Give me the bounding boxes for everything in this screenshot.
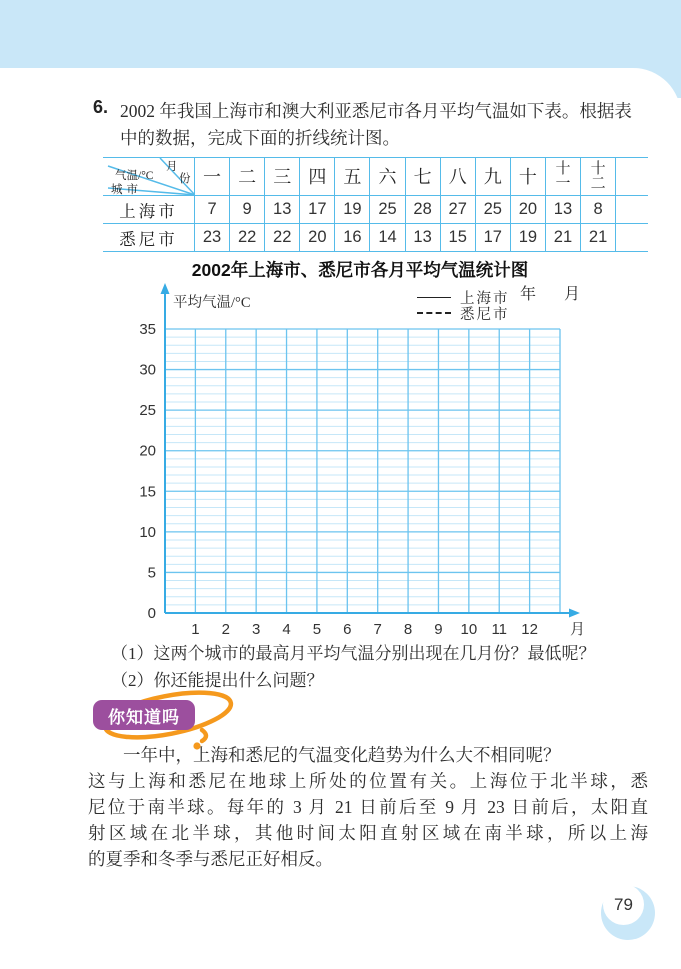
paragraph-line: 的夏季和冬季与悉尼正好相反。 (88, 849, 333, 869)
x-tick-label: 5 (312, 621, 322, 638)
y-tick-label: 0 (147, 605, 156, 622)
month-header-cell: 二 (230, 158, 265, 195)
chart-title: 2002年上海市、悉尼市各月平均气温统计图 (191, 260, 529, 280)
question-2: （2）你还能提出什么问题？ (111, 671, 324, 690)
x-tick-label: 1 (191, 621, 200, 638)
x-tick-label: 9 (434, 621, 443, 638)
corner-city-label: 城市 (111, 184, 142, 195)
temperature-cell: 14 (370, 224, 405, 251)
temperature-cell: 20 (300, 224, 335, 251)
know-paragraph (88, 742, 648, 872)
month-header-cell: 七 (406, 158, 441, 195)
temperature-cell: 9 (230, 196, 265, 223)
temperature-cell: 15 (441, 224, 476, 251)
temperature-cell: 13 (406, 224, 441, 251)
temperature-cell: 19 (511, 224, 546, 251)
table-row (103, 196, 648, 224)
y-tick-label: 10 (139, 523, 156, 541)
temperature-cell: 20 (511, 196, 546, 223)
x-tick-label: 10 (460, 621, 478, 638)
table-row (103, 224, 648, 252)
problem-number: 6. (93, 97, 109, 117)
month-char: 十 (555, 161, 571, 178)
month-header-cell: 九 (476, 158, 511, 195)
y-tick-label: 35 (139, 321, 156, 338)
page-number: 79 (603, 884, 644, 925)
y-tick-label: 25 (139, 402, 156, 420)
month-char: 二 (590, 175, 606, 192)
x-tick-label: 6 (343, 621, 352, 638)
x-tick-label: 4 (282, 621, 291, 638)
table-bleed-cell (616, 158, 648, 195)
city-label-cell: 悉尼市 (103, 224, 195, 251)
month-header-cell: 三 (265, 158, 300, 195)
year-label: 年 (520, 286, 537, 303)
corner-diagonal-lines (103, 158, 194, 195)
line-chart-grid (125, 280, 595, 642)
corner-axis-label: 气温/°C (115, 170, 154, 182)
corner-month-label: 月 (166, 161, 178, 173)
temperature-cell: 16 (335, 224, 370, 251)
page-content (0, 68, 681, 969)
city-label-cell: 上海市 (103, 196, 195, 223)
legend-label: 悉尼市 (460, 306, 510, 323)
x-tick-label: 12 (521, 621, 538, 638)
month-header-cell: 四 (300, 158, 335, 195)
month-header-cell: 五 (335, 158, 370, 195)
legend-label: 上海市 (460, 290, 510, 307)
x-axis-arrow-icon (569, 609, 580, 618)
temperature-cell: 25 (476, 196, 511, 223)
table-corner-cell (103, 158, 195, 195)
x-tick-label: 2 (221, 621, 230, 638)
temperature-cell: 21 (581, 224, 616, 251)
temperature-cell: 22 (265, 224, 300, 251)
temperature-cell: 22 (230, 224, 265, 251)
paragraph-line: 一年中，上海和悉尼的气温变化趋势为什么大不相同呢？ (123, 745, 561, 765)
temperature-cell: 7 (195, 196, 230, 223)
temperature-table (103, 157, 648, 252)
month-char: 一 (555, 175, 571, 192)
paragraph-line: 这与上海和悉尼在地球上所处的位置有关。上海位于北半球，悉 (88, 771, 648, 791)
temperature-cell: 21 (546, 224, 581, 251)
table-bleed-cell (616, 224, 648, 251)
temperature-cell: 19 (335, 196, 370, 223)
y-axis-unit-label: 平均气温/°C (173, 295, 251, 311)
x-axis-unit-label: 月 (570, 622, 586, 638)
month-char: 十 (590, 161, 606, 178)
temperature-cell: 13 (265, 196, 300, 223)
month-header-cell (546, 158, 581, 195)
month-header-cell: 六 (370, 158, 405, 195)
temperature-cell: 23 (195, 224, 230, 251)
y-axis-arrow-icon (161, 283, 170, 294)
month-header-cell: 十 (511, 158, 546, 195)
x-tick-label: 8 (403, 621, 413, 638)
month-label: 月 (564, 286, 581, 303)
temperature-cell: 25 (370, 196, 405, 223)
temperature-cell: 28 (406, 196, 441, 223)
month-header-cell: 八 (441, 158, 476, 195)
x-tick-label: 7 (373, 621, 382, 638)
paragraph-line: 射区域在北半球，其他时间太阳直射区域在南半球，所以上海 (88, 823, 648, 843)
know-badge: 你知道吗 (93, 700, 195, 730)
y-tick-label: 15 (139, 483, 156, 501)
temperature-cell: 27 (441, 196, 476, 223)
temperature-cell: 13 (546, 196, 581, 223)
temperature-cell: 17 (476, 224, 511, 251)
table-header-row (103, 158, 648, 196)
temperature-cell: 8 (581, 196, 616, 223)
paragraph-line: 尼位于南半球。每年的 3 月 21 日前后至 9 月 23 日前后，太阳直 (88, 797, 648, 817)
month-header-cell (581, 158, 616, 195)
table-bleed-cell (616, 196, 648, 223)
y-tick-label: 5 (147, 564, 156, 582)
y-tick-label: 20 (139, 442, 156, 460)
month-header-cell: 一 (195, 158, 230, 195)
page-number-badge (601, 884, 655, 940)
temperature-cell: 17 (300, 196, 335, 223)
x-tick-label: 11 (491, 621, 508, 638)
corner-month-label2: 份 (179, 173, 191, 185)
y-tick-label: 30 (139, 361, 156, 379)
x-tick-label: 3 (251, 621, 261, 638)
problem-text: 2002 年我国上海市和澳大利亚悉尼市各月平均气温如下表。根据表中的数据，完成下面的折线统计图。 (120, 101, 632, 148)
question-1: （1）这两个城市的最高月平均气温分别出现在几月份？最低呢？ (111, 644, 596, 663)
